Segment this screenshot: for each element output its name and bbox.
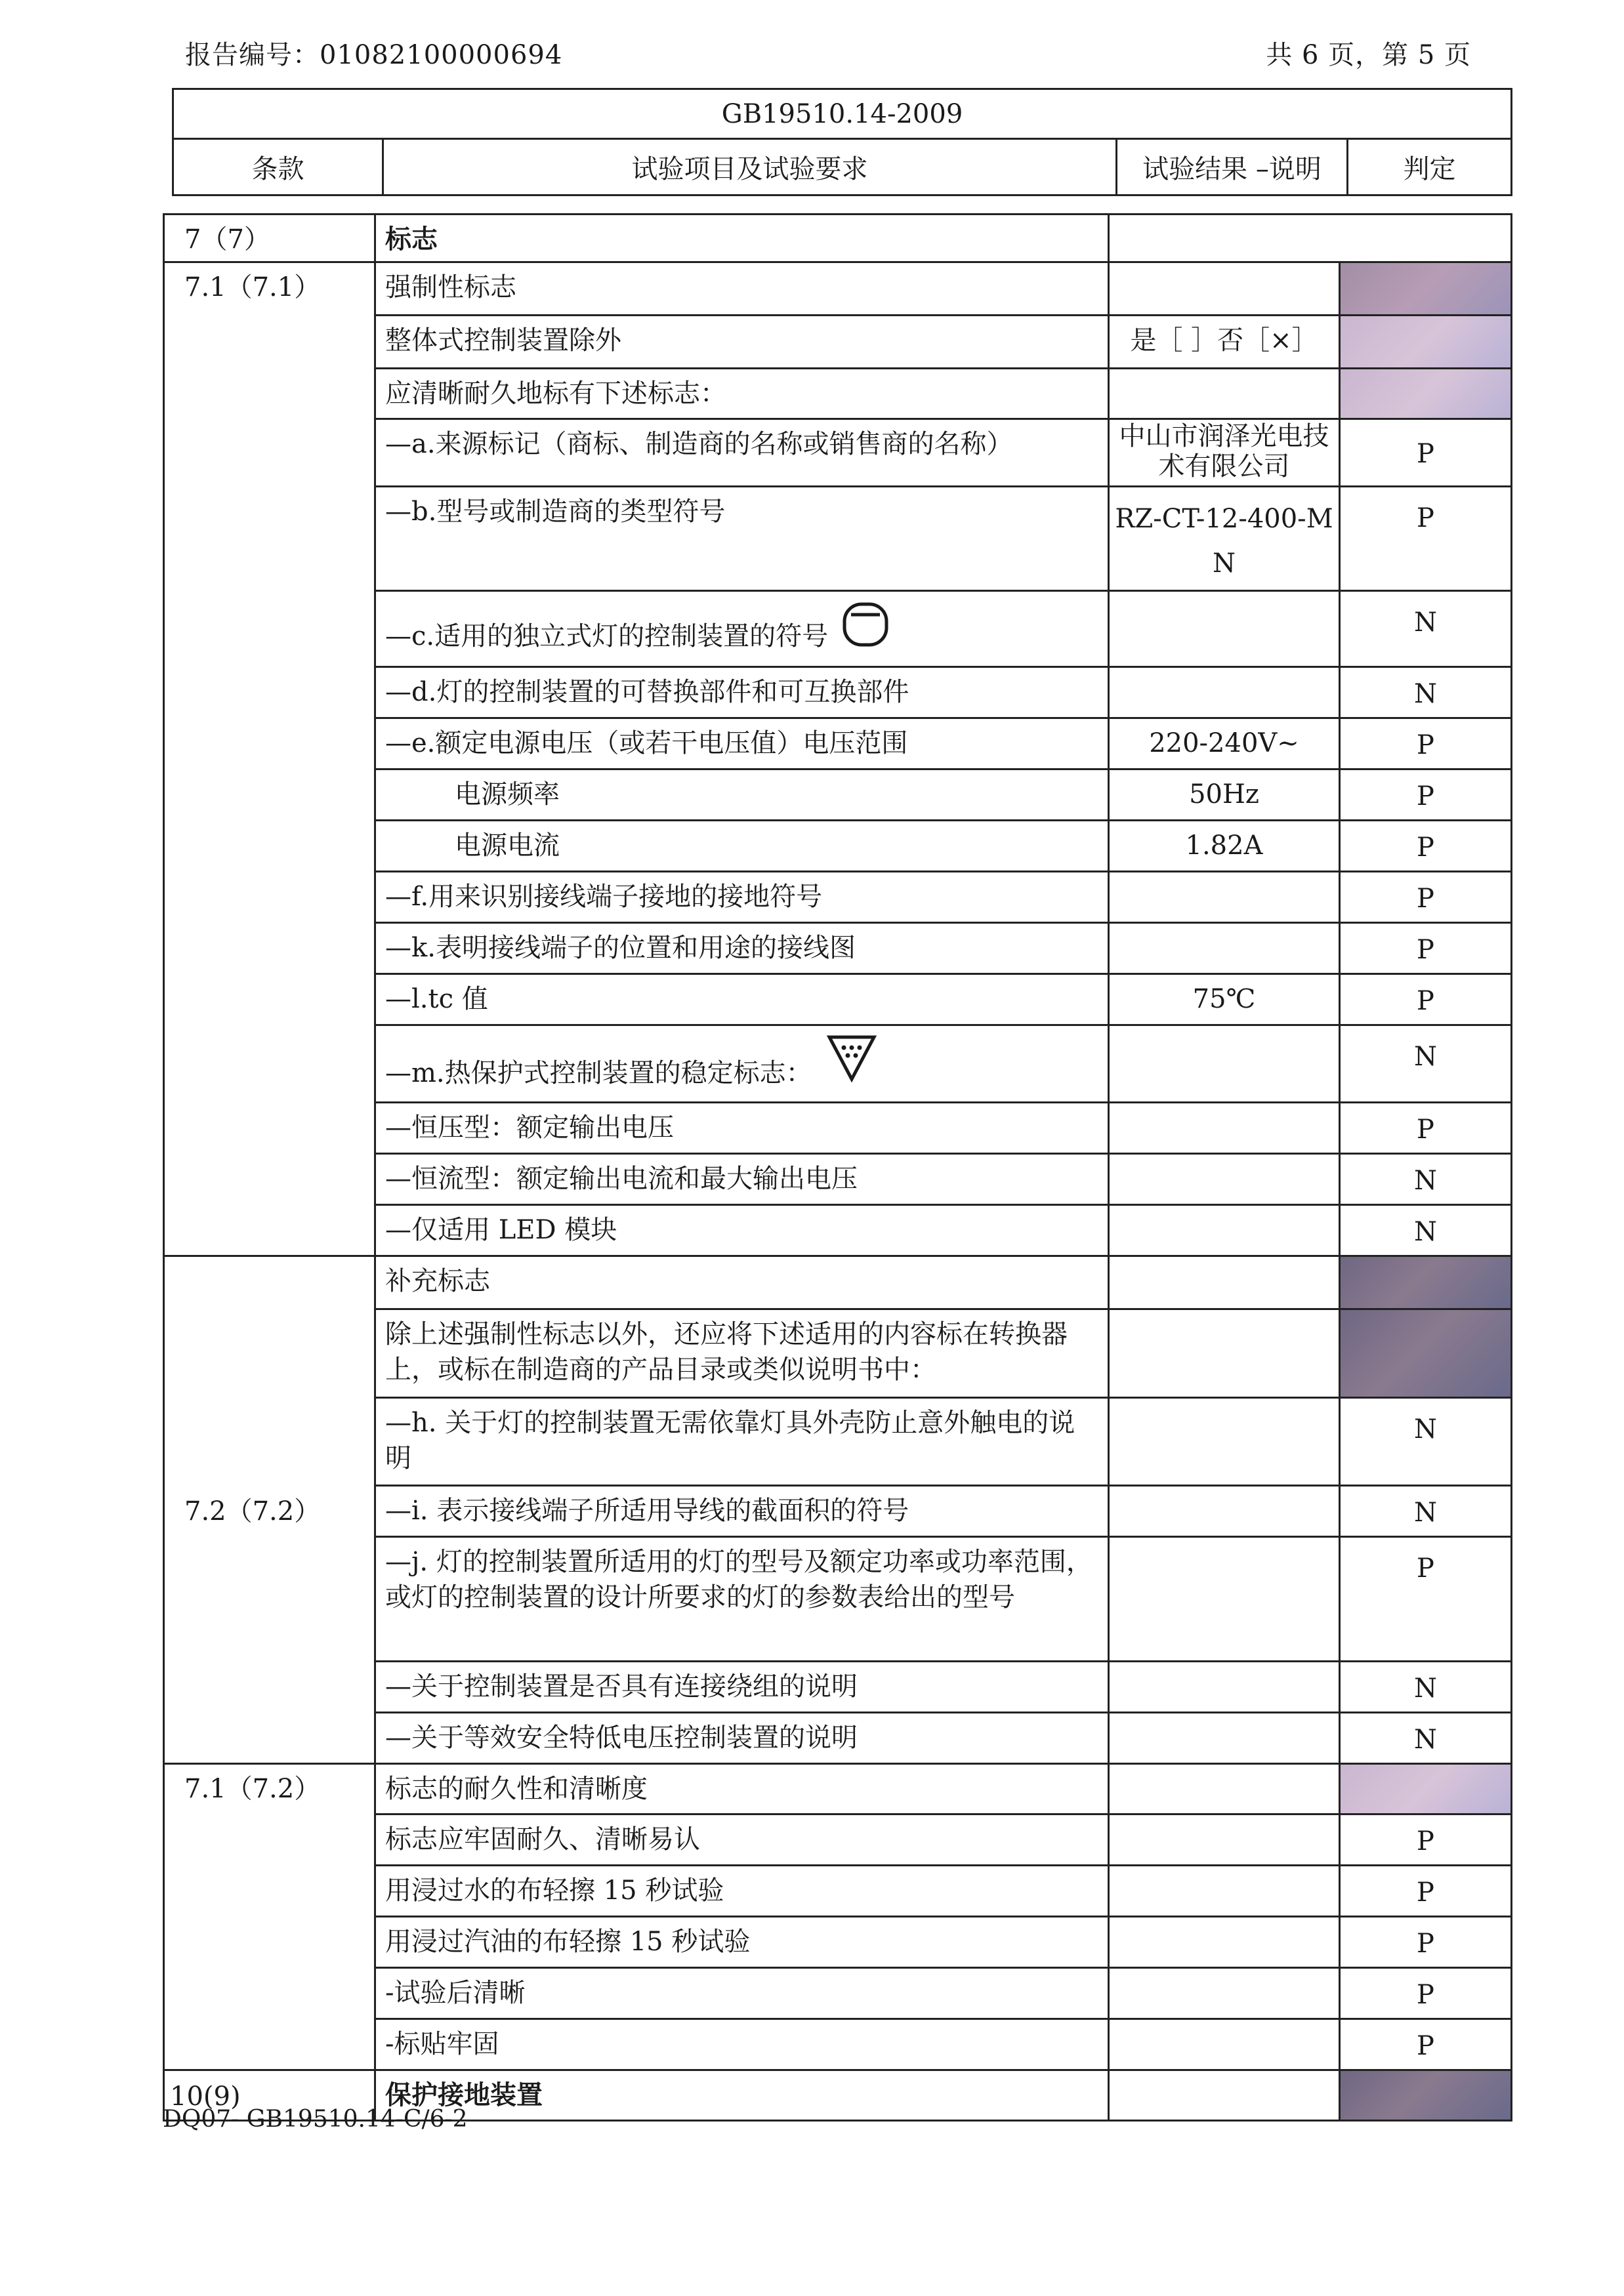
item-text: 强制性标志 [375, 262, 1109, 316]
result-cell [1109, 1764, 1340, 1814]
clause-number: 7.1（7.2） [164, 1764, 375, 2070]
report-number: 报告编号：01082100000694 [185, 40, 563, 70]
result-cell [1109, 1486, 1340, 1537]
result-cell [1109, 1205, 1340, 1256]
verdict-value: P [1340, 821, 1512, 872]
clause-number: 7.1（7.1） [164, 262, 375, 1256]
result-cell [1109, 923, 1340, 974]
item-text: 标志应牢固耐久、清晰易认 [375, 1814, 1109, 1866]
item-text: 用浸过水的布轻擦 15 秒试验 [375, 1866, 1109, 1917]
independent-control-gear-symbol-icon [842, 602, 889, 657]
item-text: 补充标志 [375, 1256, 1109, 1309]
col-header-item: 试验项目及试验要求 [383, 139, 1117, 195]
result-value: 220-240V~ [1109, 718, 1340, 769]
verdict-value: P [1340, 1866, 1512, 1917]
result-value: 1.82A [1109, 821, 1340, 872]
result-cell [1109, 1968, 1340, 2019]
verdict-value: P [1340, 1814, 1512, 1866]
item-text: —c.适用的独立式灯的控制装置的符号 [385, 621, 829, 651]
verdict-shaded [1340, 262, 1512, 316]
clause-number: 10(9) [164, 2070, 375, 2121]
item-text: —j. 灯的控制装置所适用的灯的型号及额定功率或功率范围，或灯的控制装置的设计所要求的灯的参数表给出的型号 [375, 1537, 1109, 1662]
result-cell [1109, 215, 1512, 262]
thermal-protection-triangle-icon [825, 1033, 878, 1092]
clause-table [163, 213, 1512, 2122]
verdict-value: N [1340, 1025, 1512, 1103]
verdict-shaded [1340, 2070, 1512, 2121]
item-text: 用浸过汽油的布轻擦 15 秒试验 [375, 1917, 1109, 1968]
result-cell [1109, 1537, 1340, 1662]
result-value: 中山市润泽光电技术有限公司 [1109, 419, 1340, 487]
verdict-shaded [1340, 316, 1512, 369]
page-header [185, 34, 1471, 73]
item-text: 除上述强制性标志以外，还应将下述适用的内容标在转换器上，或标在制造商的产品目录或类似说明书中： [375, 1309, 1109, 1398]
result-cell [1109, 1103, 1340, 1154]
result-cell [1109, 1814, 1340, 1866]
item-text: 电源频率 [375, 769, 1109, 821]
result-cell [1109, 369, 1340, 419]
result-cell [1109, 1025, 1340, 1103]
item-text: —h. 关于灯的控制装置无需依靠灯具外壳防止意外触电的说明 [375, 1398, 1109, 1486]
result-cell [1109, 1713, 1340, 1764]
item-text: —i. 表示接线端子所适用导线的截面积的符号 [375, 1486, 1109, 1537]
item-text: 电源电流 [375, 821, 1109, 872]
item-text: —d.灯的控制装置的可替换部件和可互换部件 [375, 667, 1109, 718]
col-header-verdict: 判定 [1348, 139, 1512, 195]
item-text: 应清晰耐久地标有下述标志： [375, 369, 1109, 419]
item-text: 标志的耐久性和清晰度 [375, 1764, 1109, 1814]
result-cell [1109, 262, 1340, 316]
verdict-value: P [1340, 1917, 1512, 1968]
result-value: 75℃ [1109, 974, 1340, 1025]
result-checkbox-text: 是［ ］否［×］ [1109, 316, 1340, 369]
result-cell [1109, 2070, 1340, 2121]
item-cell [375, 1025, 1109, 1103]
verdict-value: P [1340, 718, 1512, 769]
verdict-value: N [1340, 1205, 1512, 1256]
item-text: —仅适用 LED 模块 [375, 1205, 1109, 1256]
result-value: RZ-CT-12-400-MN [1109, 487, 1340, 591]
result-cell [1109, 1866, 1340, 1917]
verdict-value: P [1340, 974, 1512, 1025]
verdict-value: P [1340, 487, 1512, 591]
verdict-shaded [1340, 1764, 1512, 1814]
verdict-value: N [1340, 1713, 1512, 1764]
result-cell [1109, 1256, 1340, 1309]
col-header-result: 试验结果 –说明 [1117, 139, 1348, 195]
item-cell [375, 591, 1109, 667]
result-value: 50Hz [1109, 769, 1340, 821]
item-text: —恒压型：额定输出电压 [375, 1103, 1109, 1154]
item-text: 保护接地装置 [375, 2070, 1109, 2121]
result-cell [1109, 1309, 1340, 1398]
item-text: —关于控制装置是否具有连接绕组的说明 [375, 1662, 1109, 1713]
verdict-value: P [1340, 419, 1512, 487]
item-text: —k.表明接线端子的位置和用途的接线图 [375, 923, 1109, 974]
verdict-value: P [1340, 1103, 1512, 1154]
item-text: —关于等效安全特低电压控制装置的说明 [375, 1713, 1109, 1764]
result-cell [1109, 1917, 1340, 1968]
verdict-value: P [1340, 1537, 1512, 1662]
verdict-value: P [1340, 2019, 1512, 2070]
table-row [164, 1764, 1512, 1814]
form-code: DQ07- GB19510.14-C/6-2 [163, 2106, 468, 2133]
item-text: 标志 [375, 215, 1109, 262]
item-text: —e.额定电源电压（或若干电压值）电压范围 [375, 718, 1109, 769]
result-cell [1109, 591, 1340, 667]
result-cell [1109, 667, 1340, 718]
col-header-clause: 条款 [173, 139, 383, 195]
item-text: -标贴牢固 [375, 2019, 1109, 2070]
table-row [164, 1256, 1512, 1309]
page-count: 共 6 页，第 5 页 [1266, 40, 1471, 70]
verdict-value: N [1340, 1486, 1512, 1537]
verdict-shaded [1340, 369, 1512, 419]
verdict-value: P [1340, 872, 1512, 923]
result-cell [1109, 872, 1340, 923]
standard-header-table [172, 88, 1512, 196]
verdict-value: N [1340, 1398, 1512, 1486]
item-text: —恒流型：额定输出电流和最大输出电压 [375, 1154, 1109, 1205]
item-text: 整体式控制装置除外 [375, 316, 1109, 369]
verdict-value: N [1340, 1154, 1512, 1205]
verdict-value: N [1340, 591, 1512, 667]
table-row [164, 215, 1512, 262]
standard-title: GB19510.14-2009 [173, 89, 1512, 139]
table-row [164, 262, 1512, 316]
verdict-shaded [1340, 1309, 1512, 1398]
verdict-value: P [1340, 923, 1512, 974]
item-text: —l.tc 值 [375, 974, 1109, 1025]
item-text: —a.来源标记（商标、制造商的名称或销售商的名称） [375, 419, 1109, 487]
item-text: —m.热保护式控制装置的稳定标志： [385, 1058, 812, 1088]
result-cell [1109, 1662, 1340, 1713]
result-cell [1109, 1154, 1340, 1205]
verdict-value: N [1340, 1662, 1512, 1713]
clause-number: 7.2（7.2） [164, 1256, 375, 1764]
verdict-value: N [1340, 667, 1512, 718]
clause-number: 7（7） [164, 215, 375, 262]
result-cell [1109, 1398, 1340, 1486]
item-text: -试验后清晰 [375, 1968, 1109, 2019]
verdict-value: P [1340, 769, 1512, 821]
item-text: —f.用来识别接线端子接地的接地符号 [375, 872, 1109, 923]
verdict-value: P [1340, 1968, 1512, 2019]
result-cell [1109, 2019, 1340, 2070]
verdict-shaded [1340, 1256, 1512, 1309]
item-text: —b.型号或制造商的类型符号 [375, 487, 1109, 591]
